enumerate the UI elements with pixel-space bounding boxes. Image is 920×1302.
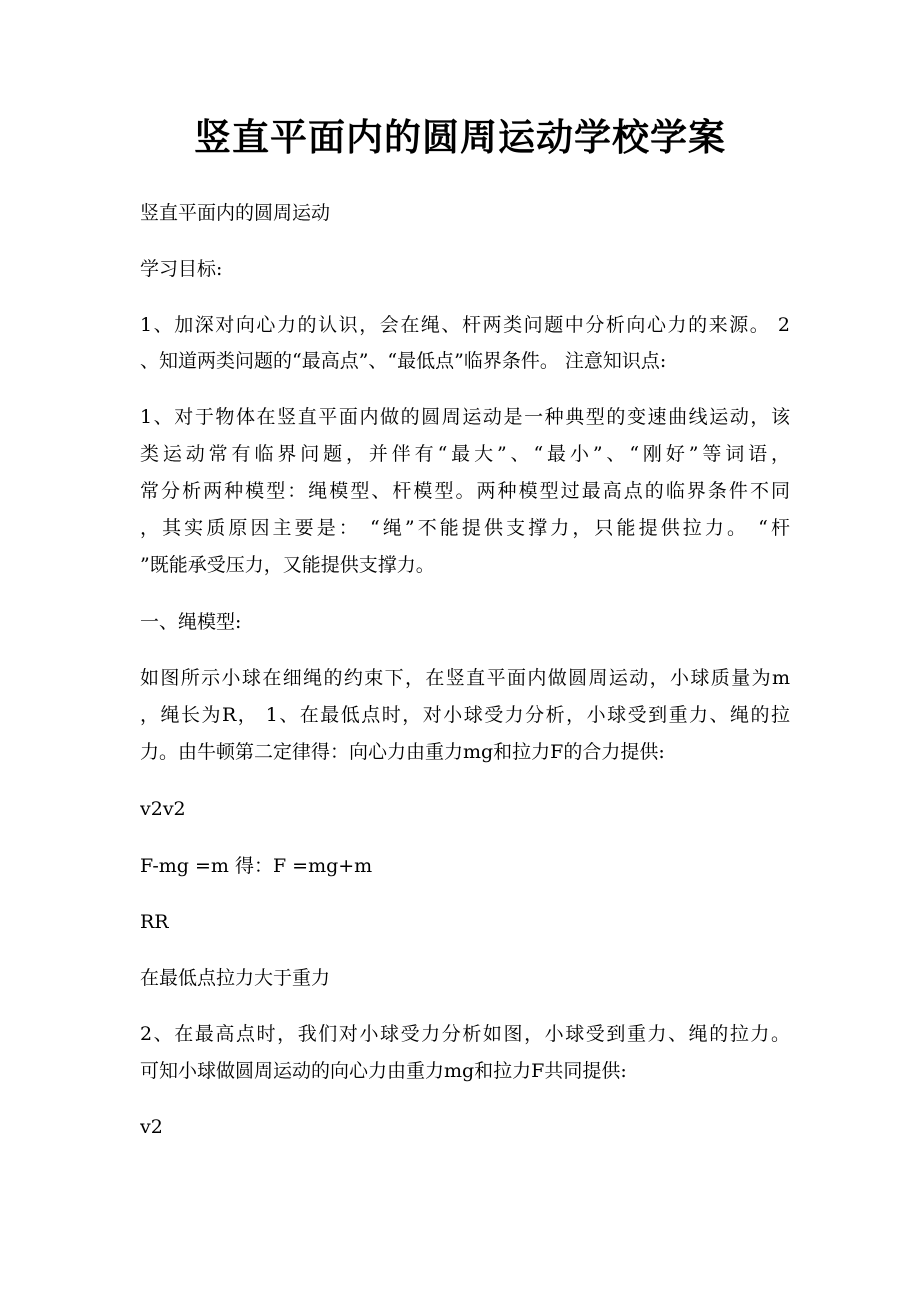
section-heading-rope-model: 一、绳模型: bbox=[140, 611, 242, 633]
formula-line: v2v2 bbox=[140, 798, 186, 820]
paragraph-line: 如图所示小球在细绳的约束下，在竖直平面内做圆周运动，小球质量为m bbox=[140, 667, 790, 689]
paragraph-line: 1、对于物体在竖直平面内做的圆周运动是一种典型的变速曲线运动，该 bbox=[140, 406, 790, 428]
learning-objectives-heading: 学习目标: bbox=[140, 258, 223, 280]
paragraph-line: 2、在最高点时，我们对小球受力分析如图，小球受到重力、绳的拉力。 bbox=[140, 1023, 790, 1045]
paragraph-line: ”既能承受压力，又能提供支撑力。 bbox=[140, 554, 435, 576]
paragraph-line: 、知道两类问题的“最高点”、“最低点”临界条件。 注意知识点: bbox=[140, 350, 667, 372]
paragraph-line: 在最低点拉力大于重力 bbox=[140, 967, 331, 989]
paragraph-line: 可知小球做圆周运动的向心力由重力mg和拉力F共同提供: bbox=[140, 1060, 627, 1082]
formula-line: F-mg =m 得：F =mg+m bbox=[140, 855, 373, 877]
paragraph-line: 常分析两种模型：绳模型、杆模型。两种模型过最高点的临界条件不同 bbox=[140, 480, 790, 502]
paragraph-line: 类运动常有临界问题，并伴有“最大”、“最小”、“刚好”等词语， bbox=[140, 443, 790, 465]
formula-line: RR bbox=[140, 911, 169, 933]
subtitle-text: 竖直平面内的圆周运动 bbox=[140, 202, 331, 224]
formula-line: v2 bbox=[140, 1116, 163, 1138]
paragraph-line: 力。由牛顿第二定律得：向心力由重力mg和拉力F的合力提供: bbox=[140, 741, 665, 763]
paragraph-line: ，其实质原因主要是： “绳”不能提供支撑力，只能提供拉力。 “杆 bbox=[140, 517, 790, 539]
paragraph-line: ，绳长为R， 1、在最低点时，对小球受力分析，小球受到重力、绳的拉 bbox=[140, 704, 790, 726]
paragraph-line: 1、加深对向心力的认识，会在绳、杆两类问题中分析向心力的来源。 2 bbox=[140, 314, 790, 336]
document-title: 竖直平面内的圆周运动学校学案 bbox=[194, 115, 726, 159]
